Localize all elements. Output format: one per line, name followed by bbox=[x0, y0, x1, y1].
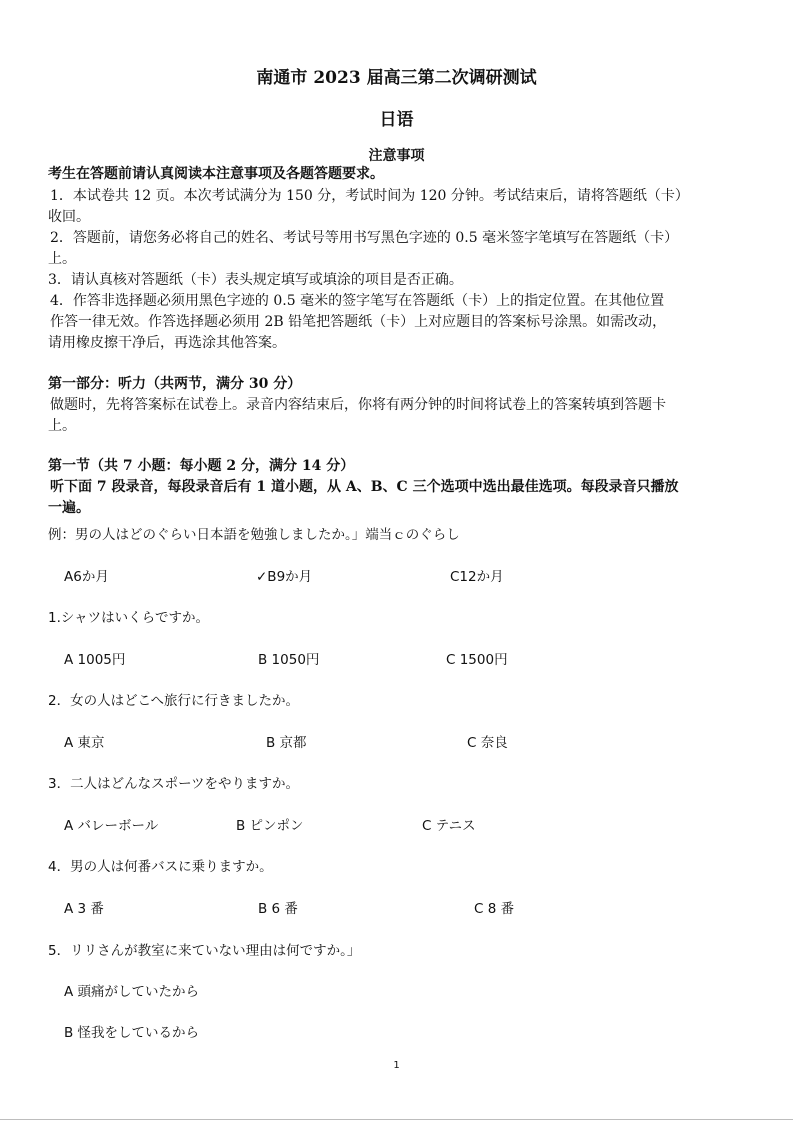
question-1: 1.シャツはいくらですか。 bbox=[48, 610, 209, 626]
example-question: 例：男の人はどのぐらい日本語を勉強しましたか。」端当ｃのぐらし bbox=[48, 527, 460, 543]
notice-item-2-cont: 上。 bbox=[48, 251, 76, 267]
q3-option-a: A バレーボール bbox=[64, 818, 159, 834]
q1-option-a: A 1005円 bbox=[64, 652, 126, 668]
notice-item-4: 4．作答非选择题必须用黑色字迹的 0.5 毫米的签字笔写在答题纸（卡）上的指定位置。在其他位置 bbox=[50, 293, 665, 309]
notice-item-1: 1．本试卷共 12 页。本次考试满分为 150 分，考试时间为 120 分钟。考试结束后，请将答题纸（卡） bbox=[50, 188, 689, 204]
notice-lead: 考生在答题前请认真阅读本注意事项及各题答题要求。 bbox=[48, 166, 384, 182]
part1-intro: 做题时，先将答案标在试卷上。录音内容结束后，你将有两分钟的时间将试卷上的答案转填到答题卡 bbox=[50, 397, 666, 413]
notice-item-3: 3．请认真核对答题纸（卡）表头规定填写或填涂的项目是否正确。 bbox=[48, 272, 463, 288]
notice-item-1-cont: 收回。 bbox=[48, 209, 90, 225]
q5-option-a: A 頭痛がしていたから bbox=[64, 984, 200, 1000]
page-number: 1 bbox=[393, 1060, 400, 1071]
question-2: 2．女の人はどこへ旅行に行きましたか。 bbox=[48, 693, 300, 709]
question-3: 3．二人はどんなスポーツをやりますか。 bbox=[48, 776, 300, 792]
q2-option-b: B 京都 bbox=[266, 735, 307, 751]
q1-option-c: C 1500円 bbox=[446, 652, 508, 668]
q4-option-b: B 6 番 bbox=[258, 901, 298, 917]
q3-option-b: B ピンポン bbox=[236, 818, 304, 834]
section1-instruction: 听下面 7 段录音，每段录音后有 1 道小题，从 A、B、C 三个选项中选出最佳选项。每段录音只播放 bbox=[50, 479, 679, 495]
exam-subject: 日语 bbox=[379, 110, 414, 130]
question-5: 5．リリさんが教室に来ていない理由は何ですか。」 bbox=[48, 943, 361, 959]
example-option-c: C12か月 bbox=[450, 569, 504, 585]
q2-option-a: A 東京 bbox=[64, 735, 105, 751]
q5-option-b: B 怪我をしているから bbox=[64, 1025, 200, 1041]
notice-heading: 注意事项 bbox=[368, 148, 425, 164]
notice-item-4-cont1: 作答一律无效。作答选择题必须用 2B 铅笔把答题纸（卡）上对应题目的答案标号涂黑。如需改动， bbox=[50, 314, 667, 330]
page-divider bbox=[0, 1119, 793, 1120]
section1-instruction-cont: 一遍。 bbox=[48, 500, 90, 516]
q2-option-c: C 奈良 bbox=[467, 735, 508, 751]
q4-option-c: C 8 番 bbox=[474, 901, 515, 917]
notice-item-2: 2．答题前，请您务必将自己的姓名、考试号等用书写黑色字迹的 0.5 毫米签字笔填写在答题纸（卡） bbox=[50, 230, 679, 246]
part1-heading: 第一部分：听力（共两节，满分 30 分） bbox=[48, 376, 302, 392]
example-option-a: A6か月 bbox=[64, 569, 109, 585]
q1-option-b: B 1050円 bbox=[258, 652, 320, 668]
section1-heading: 第一节（共 7 小题：每小题 2 分，满分 14 分） bbox=[48, 458, 355, 474]
q4-option-a: A 3 番 bbox=[64, 901, 104, 917]
question-4: 4．男の人は何番バスに乗りますか。 bbox=[48, 859, 273, 875]
part1-intro-cont: 上。 bbox=[48, 418, 76, 434]
example-option-b: ✓B9か月 bbox=[256, 569, 313, 585]
q3-option-c: C テニス bbox=[422, 818, 476, 834]
notice-item-4-cont2: 请用橡皮擦干净后，再选涂其他答案。 bbox=[48, 335, 286, 351]
exam-title: 南通市 2023 届高三第二次调研测试 bbox=[256, 68, 537, 88]
